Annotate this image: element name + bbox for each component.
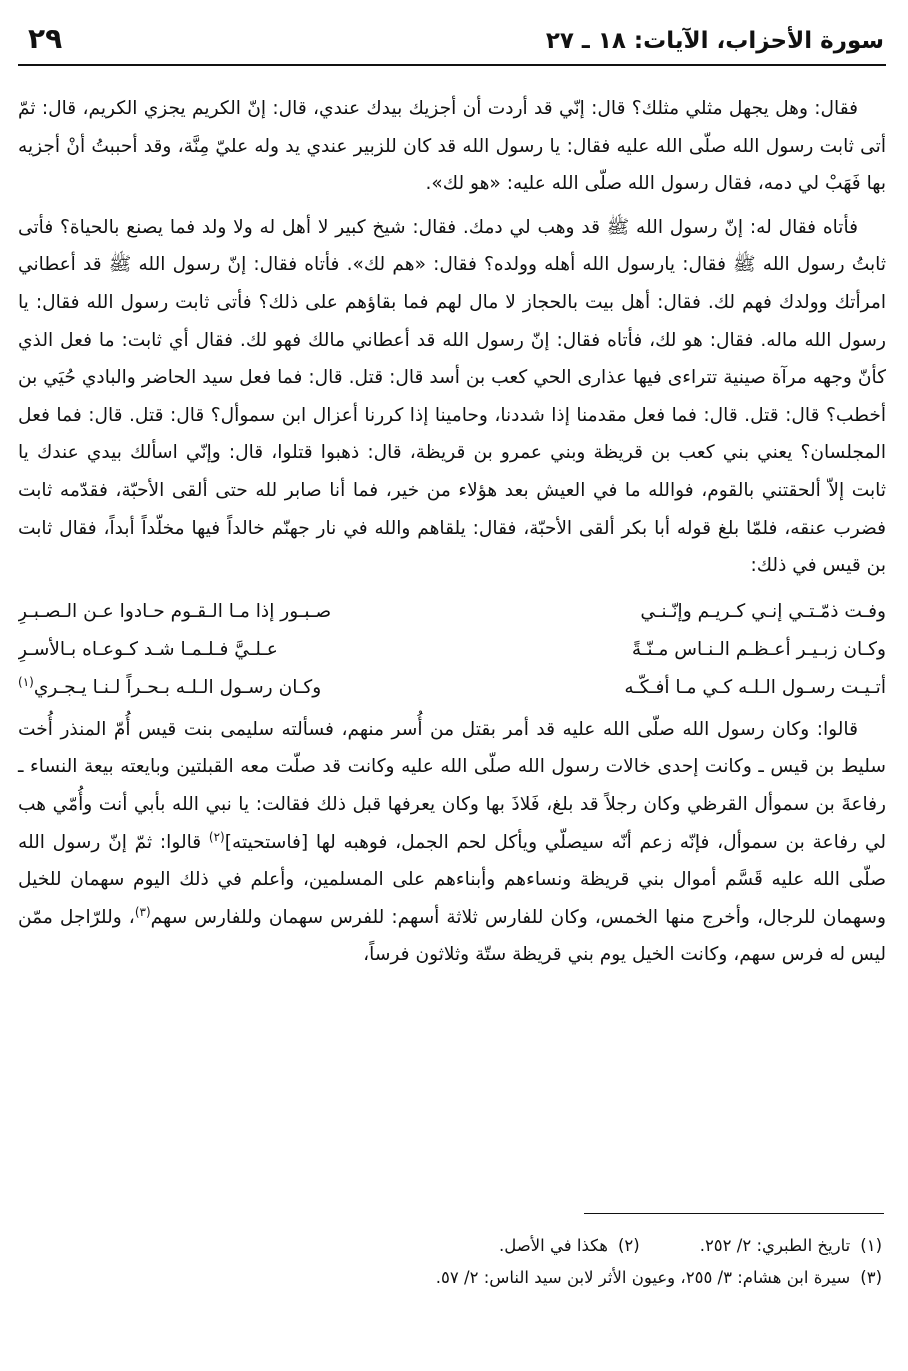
footnote-row (22, 1262, 882, 1294)
footnote-3 (436, 1262, 882, 1294)
footnote-marker: (٣) (134, 904, 151, 919)
footnote-divider (584, 1213, 884, 1214)
footnote-text: تاريخ الطبري: ٢/ ٢٥٢. (699, 1236, 851, 1255)
verse-first-hemistich: وكـان زبـيـر أعـظـم الـنـاس مـنّـةً (631, 638, 886, 660)
poem (18, 593, 886, 707)
book-page (18, 18, 886, 1353)
footnote-marker: (١) (18, 674, 34, 689)
page-number: ٢٩ (28, 22, 63, 55)
poem-verse (18, 631, 886, 669)
verse-second-hemistich (18, 669, 435, 707)
footnote-text: هكذا في الأصل. (499, 1236, 608, 1255)
paragraph-2: فأتاه فقال له: إنّ رسول الله ﷺ قد وهب لي دمك. فقال: شيخ كبير لا أهل له ولا ولد فما يصنع بالحياة؟ فأتى ثابتُ رسول الله ﷺ فقال: يارسول الله أهله وولده؟ فقال: «هم لك». فأتاه فقال: إنّ رسول الله ﷺ قد أعطاني امرأتك وولدك فهم لك. فقال: أهل بيت بالحجاز لا مال لهم فما بقاؤهم على ذلك؟ فأتى ثابت رسول الله فقال: يا رسول الله ماله. فقال: هو لك، فأتاه فقال: إنّ رسول الله قد أعطاني مالك فهو لك. فقال أي ثابت: ما فعل الذي كأنّ وجهه مرآة صينية تتراءى فيها عذارى الحي كعب بن أسد قال: قتل. قال: فما فعل سيد الحاضر والبادي حُيَي بن أخطب؟ قال: قتل. قال: فما فعل مقدمنا إذا شددنا، وحامينا إذا كررنا أعزال ابن سموأل؟ قال: قتل. قال: فما فعل المجلسان؟ يعني بني كعب بن قريظة وبني عمرو بن قريظة، قال: ذهبوا قتلوا، قال: وإنّي اسألك بيدي عندك يا ثابت إلاّ ألحقتني بالقوم، فوالله ما في العيش بعد هؤلاء من خير، فما أنا صابر لله حتى ألقى الأحبّة، فقدّمه ثابت فضرب عنقه، فلمّا بلغ قوله أبا بكر ألقى الأحبّة، فقال: يلقاهم والله في نار جهنّم خالداً فيها مخلّداً أبداً، فقال ثابت بن قيس في ذلك: (18, 216, 886, 577)
verse-first-hemistich: أتـيـت رسـول الـلـه كـي مـا أفـكّـه (624, 676, 886, 698)
verse-second-hemistich: صـبـور إذا مـا الـقـوم حـادوا عـن الـصـبـرِ (18, 600, 332, 622)
paragraph-1: فقال: وهل يجهل مثلي مثلك؟ قال: إنّي قد أردت أن أجزيك بيدك عندي، قال: إنّ الكريم يجزي الكريم، قال: ثمّ أتى ثابت رسول الله صلّى الله عليه فقال: يا رسول الله قد كان للزبير عندي يد وله عليّ مِنَّة، وقد أحببتُ أنْ أجزيه بها فَهَبْ لي دمه، فقال رسول الله صلّى الله عليه: «هو لك». (18, 98, 886, 195)
poem-verse (18, 669, 886, 707)
paragraph-3 (18, 711, 886, 974)
paragraph-3-part-1: قالوا: وكان رسول الله صلّى الله عليه قد أمر بقتل من أُسر منهم، فسألته سليمى بنت قيس أُمّ المنذر أُخت سليط بن قيس ـ وكانت إحدى خالات رسول الله صلّى الله عليه وكانت قد صلّت معه القبلتين وبايعته بيعة النساء ـ رفاعةَ بن سموأل القرظي وكان رجلاً قد بلغ، فَلاذَ بها وكان يعرفها قبل ذلك فقالت: يا نبي الله بأبي أنت وأُمّي هب لي رفاعة بن سموأل، فإنّه زعم أنّه سيصلّي ويأكل لحم الجمل، فوهبه لها [فاستحيته] (18, 718, 886, 853)
verse-text: وكـان رسـول الـلـه بـحـراً لـنـا يـجـري (33, 676, 322, 698)
footnote-2 (499, 1230, 640, 1262)
verse-second-hemistich: عـلـيَّ فـلـمـا شـد كـوعـاه بـالأسـرِ (18, 638, 278, 660)
main-text (18, 90, 886, 974)
footnote-1 (700, 1230, 882, 1262)
footnote-text: سيرة ابن هشام: ٣/ ٢٥٥، وعيون الأثر لابن سيد الناس: ٢/ ٥٧. (435, 1268, 851, 1287)
running-header (18, 18, 886, 66)
footnote-marker: (٢) (208, 829, 225, 844)
footnote-number: (٣) (860, 1268, 882, 1287)
paragraph-3-part-2: قالوا: ثمّ إنّ رسول الله صلّى الله عليه قَسَّم أموال بني قريظة ونساءهم وأبناءهم على المسلمين، وأعلم في ذلك اليوم سهمان للخيل وسهمان للرجال، وأخرج منها الخمس، وكان للفارس ثلاثة أسهم: للفرس سهمان وللفارس سهم (18, 831, 886, 928)
footnotes (22, 1230, 882, 1294)
verse-first-hemistich: وفـت ذمّـتـي إنـي كـريـم وإنّـنـي (640, 600, 886, 622)
paragraph-3-part-3: ، وللرّاجل ممّن ليس له فرس سهم، وكانت الخيل يوم بني قريظة ستّة وثلاثون فرساً، (18, 906, 886, 966)
footnote-row (22, 1230, 882, 1262)
poem-verse (18, 593, 886, 631)
footnote-number: (٢) (617, 1236, 640, 1255)
header-title: سورة الأحزاب، الآيات: ١٨ ـ ٢٧ (545, 28, 884, 54)
footnote-number: (١) (860, 1236, 882, 1255)
